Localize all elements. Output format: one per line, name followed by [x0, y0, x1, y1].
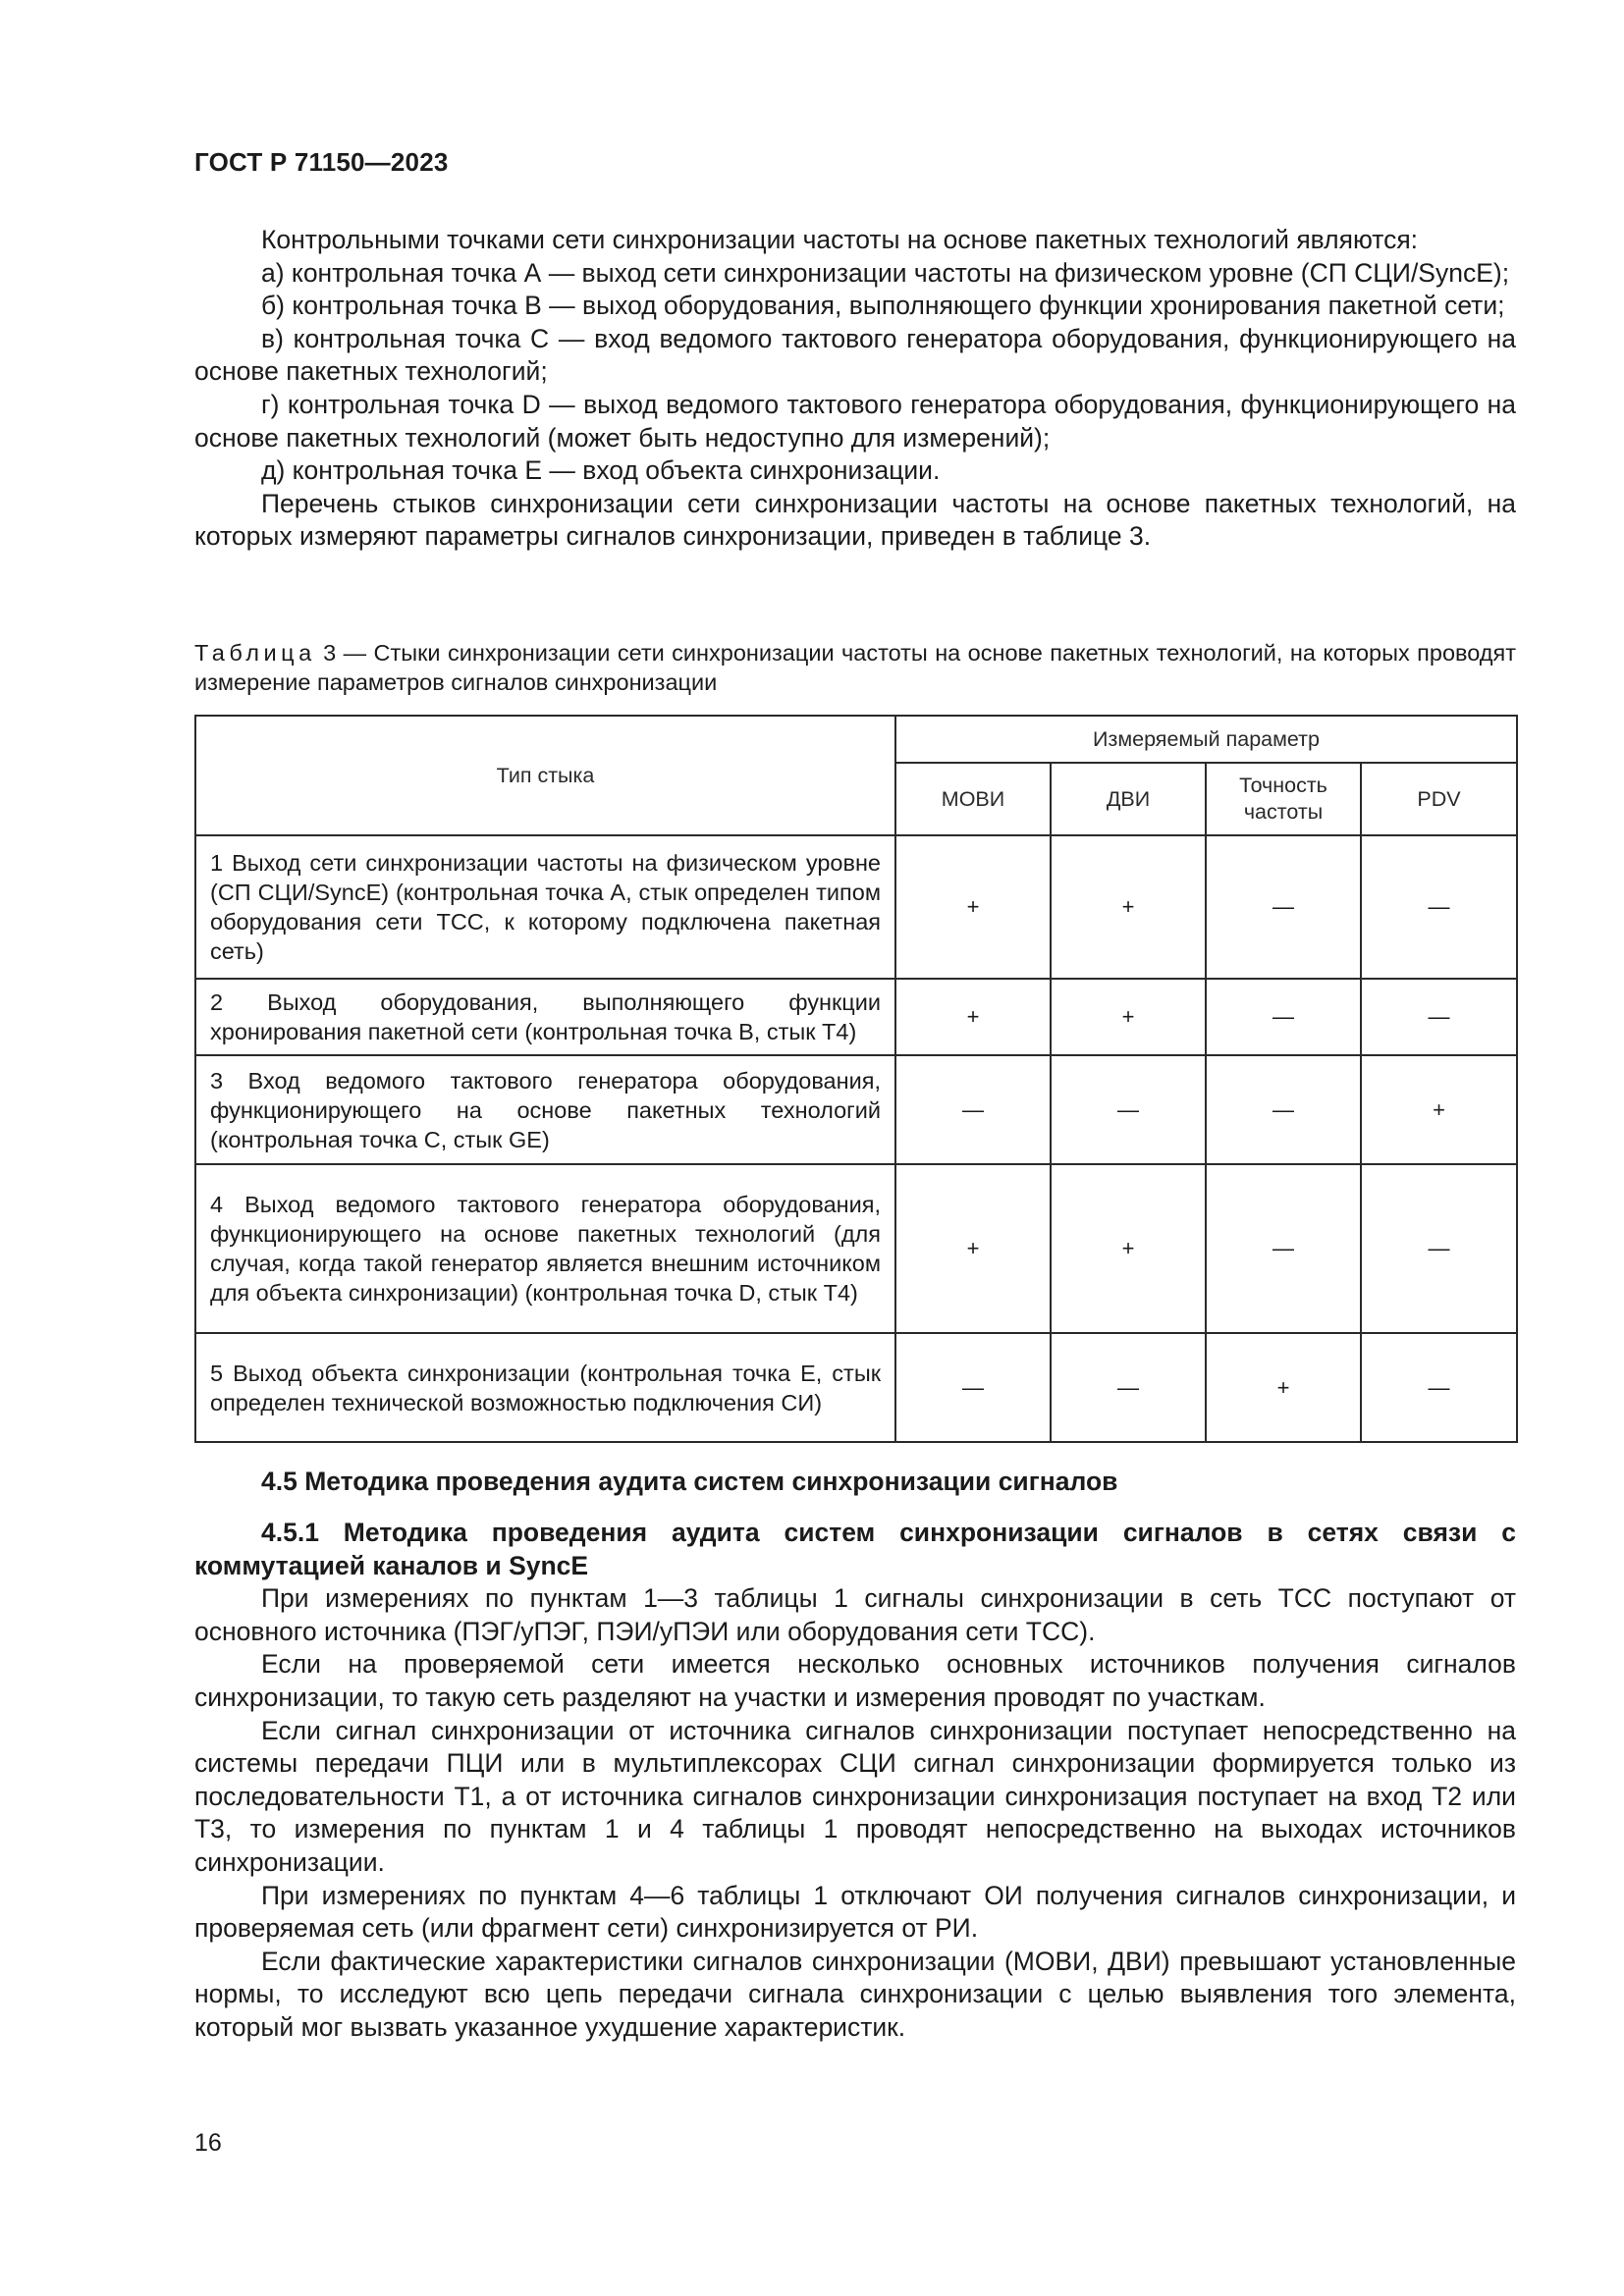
- subsection-title: 4.5.1 Методика проведения аудита систем синхронизации сигналов в сетях связи с коммутацией каналов и SyncE: [194, 1518, 1516, 1580]
- intro-text: [194, 224, 1516, 554]
- header-dvi: ДВИ: [1051, 763, 1206, 835]
- cell-frequency-accuracy: —: [1206, 979, 1361, 1055]
- table-row: [195, 1164, 1517, 1333]
- cell-frequency-accuracy: —: [1206, 835, 1361, 979]
- list-item-d: г) контрольная точка D — выход ведомого тактового генератора оборудования, функционирующего на основе пакетных технологий (может быть недоступно для измерений);: [194, 389, 1516, 453]
- header-interface-type: Тип стыка: [195, 716, 895, 835]
- body-paragraph: Если сигнал синхронизации от источника сигналов синхронизации поступает непосредственно на системы передачи ПЦИ или в мультиплексорах СЦИ сигнал синхронизации формируется только из последовательности Т1, а от источника сигналов синхронизации синхронизация поступает на вход Т2 или Т3, то измерения по пунктам 1 и 4 таблицы 1 проводят непосредственно на выходах источников синхронизации.: [194, 1715, 1516, 1877]
- section-body: [194, 1517, 1516, 2045]
- table-row: [195, 1333, 1517, 1442]
- cell-pdv: —: [1361, 1333, 1517, 1442]
- cell-pdv: —: [1361, 979, 1517, 1055]
- page-number: 16: [194, 2129, 222, 2157]
- header-measured-parameter: Измеряемый параметр: [895, 716, 1517, 763]
- list-item-a: а) контрольная точка А — выход сети синхронизации частоты на физическом уровне (СП СЦИ/SyncE);: [261, 257, 1510, 288]
- body-paragraph: Если на проверяемой сети имеется несколько основных источников получения сигналов синхронизации, то такую сеть разделяют на участки и измерения проводят по участкам.: [194, 1649, 1516, 1712]
- cell-dvi: +: [1051, 1164, 1206, 1333]
- table-caption: [194, 638, 1516, 697]
- table-caption-lead: Таблица: [194, 640, 316, 666]
- row-description: 1 Выход сети синхронизации частоты на физическом уровне (СП СЦИ/SyncE) (контрольная точка А, стык определен типом оборудования сети ТСС, к которому подключена пакетная сеть): [195, 835, 895, 979]
- cell-movi: —: [895, 1055, 1051, 1164]
- cell-dvi: —: [1051, 1055, 1206, 1164]
- cell-dvi: +: [1051, 979, 1206, 1055]
- cell-pdv: —: [1361, 1164, 1517, 1333]
- cell-movi: —: [895, 1333, 1051, 1442]
- cell-dvi: —: [1051, 1333, 1206, 1442]
- section-heading-4-5: [194, 1466, 1516, 1499]
- cell-frequency-accuracy: +: [1206, 1333, 1361, 1442]
- cell-dvi: +: [1051, 835, 1206, 979]
- document-header: ГОСТ Р 71150—2023: [194, 147, 449, 177]
- row-description: 3 Вход ведомого тактового генератора оборудования, функционирующего на основе пакетных технологий (контрольная точка С, стык GE): [195, 1055, 895, 1164]
- list-item-e: д) контрольная точка Е — вход объекта синхронизации.: [261, 455, 941, 486]
- cell-movi: +: [895, 835, 1051, 979]
- cell-movi: +: [895, 1164, 1051, 1333]
- body-paragraph: При измерениях по пунктам 1—3 таблицы 1 сигналы синхронизации в сеть ТСС поступают от основного источника (ПЭГ/уПЭГ, ПЭИ/уПЭИ или оборудования сети ТСС).: [194, 1583, 1516, 1646]
- header-movi: МОВИ: [895, 763, 1051, 835]
- table-row: [195, 979, 1517, 1055]
- row-description: 2 Выход оборудования, выполняющего функции хронирования пакетной сети (контрольная точка В, стык Т4): [195, 979, 895, 1055]
- table-row: [195, 1055, 1517, 1164]
- header-frequency-accuracy: Точность частоты: [1206, 763, 1361, 835]
- table-row: [195, 835, 1517, 979]
- cell-pdv: +: [1361, 1055, 1517, 1164]
- body-paragraph: Если фактические характеристики сигналов синхронизации (МОВИ, ДВИ) превышают установленные нормы, то исследуют всю цепь передачи сигнала синхронизации с целью выявления того элемента, который мог вызвать указанное ухудшение характеристик.: [194, 1946, 1516, 2042]
- header-pdv: PDV: [1361, 763, 1517, 835]
- cell-movi: +: [895, 979, 1051, 1055]
- row-description: 5 Выход объекта синхронизации (контрольная точка Е, стык определен технической возможностью подключения СИ): [195, 1333, 895, 1442]
- cell-frequency-accuracy: —: [1206, 1055, 1361, 1164]
- section-title: 4.5 Методика проведения аудита систем синхронизации сигналов: [261, 1467, 1118, 1496]
- body-paragraph: При измерениях по пунктам 4—6 таблицы 1 отключают ОИ получения сигналов синхронизации, и проверяемая сеть (или фрагмент сети) синхронизируется от РИ.: [194, 1880, 1516, 1944]
- intro-paragraph: Контрольными точками сети синхронизации частоты на основе пакетных технологий являются:: [261, 225, 1419, 254]
- list-item-c: в) контрольная точка С — вход ведомого тактового генератора оборудования, функционирующего на основе пакетных технологий;: [194, 323, 1516, 387]
- list-item-b: б) контрольная точка В — выход оборудования, выполняющего функции хронирования пакетной сети;: [261, 291, 1505, 321]
- cell-frequency-accuracy: —: [1206, 1164, 1361, 1333]
- sync-interfaces-table: [194, 715, 1518, 1443]
- table-reference-paragraph: Перечень стыков синхронизации сети синхронизации частоты на основе пакетных технологий, на которых измеряют параметры сигналов синхронизации, приведен в таблице 3.: [194, 488, 1516, 552]
- table-caption-text: 3 — Стыки синхронизации сети синхронизации частоты на основе пакетных технологий, на которых проводят измерение параметров сигналов синхронизации: [194, 640, 1516, 695]
- row-description: 4 Выход ведомого тактового генератора оборудования, функционирующего на основе пакетных технологий (для случая, когда такой генератор является внешним источником для объекта синхронизации) (контрольная точка D, стык Т4): [195, 1164, 895, 1333]
- cell-pdv: —: [1361, 835, 1517, 979]
